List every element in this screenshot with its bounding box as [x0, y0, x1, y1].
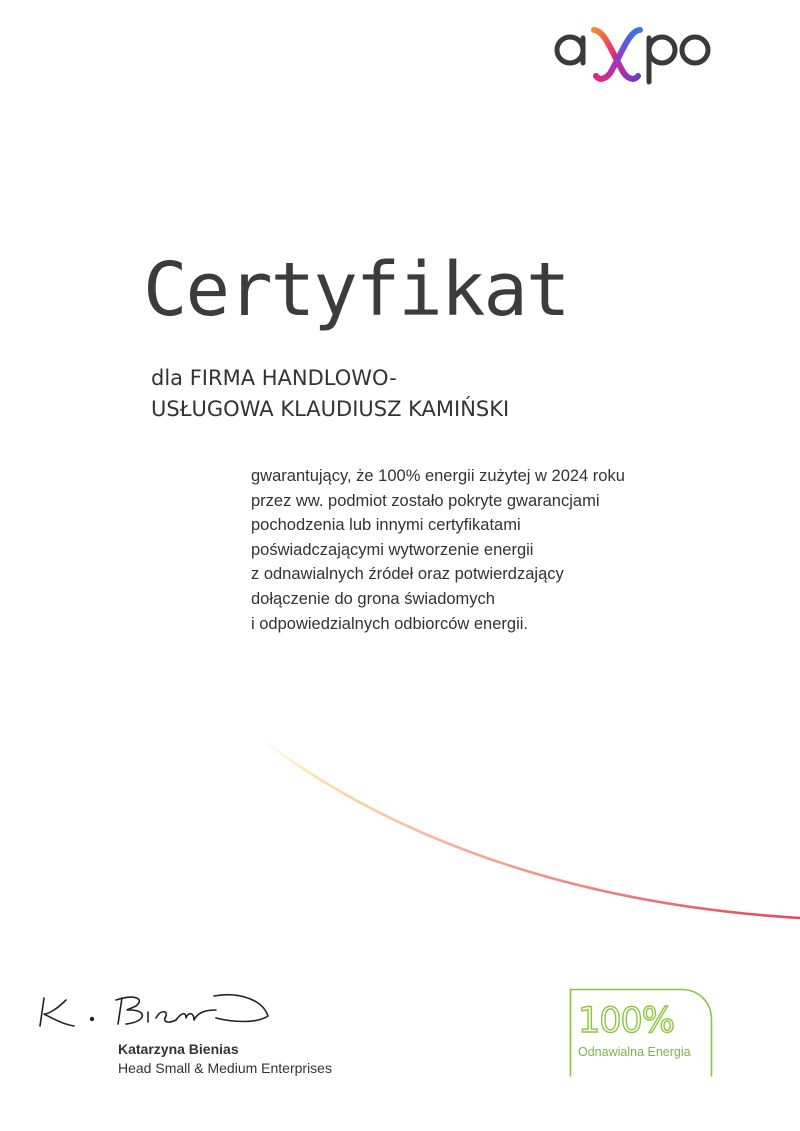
signer-name: Katarzyna Bienias — [118, 1041, 239, 1057]
body-line: i odpowiedzialnych odbiorców energii. — [251, 614, 528, 633]
recipient-name — [151, 363, 611, 425]
signature-image — [36, 988, 276, 1034]
body-line: pochodzenia lub innymi certyfikatami — [251, 516, 521, 535]
recipient-line-1: dla FIRMA HANDLOWO- — [151, 366, 397, 390]
body-line: poświadczającymi wytworzenie energii — [251, 540, 534, 559]
body-line: gwarantujący, że 100% energii zużytej w 2024 roku — [251, 467, 625, 485]
body-line: dołączenie do grona świadomych — [251, 589, 495, 608]
axpo-logo — [552, 22, 714, 88]
certificate-body — [251, 464, 671, 636]
signer-block — [118, 1040, 332, 1078]
body-line: przez ww. podmiot zostało pokryte gwarancjami — [251, 491, 600, 510]
certificate-title: Certyfikat — [143, 247, 569, 333]
badge-label: Odnawialna Energia — [578, 1045, 691, 1059]
signer-role: Head Small & Medium Enterprises — [118, 1060, 332, 1076]
badge-percent: 100% — [578, 1001, 675, 1041]
body-line: z odnawialnych źródeł oraz potwierdzający — [251, 565, 564, 584]
recipient-line-2: USŁUGOWA KLAUDIUSZ KAMIŃSKI — [151, 397, 510, 421]
